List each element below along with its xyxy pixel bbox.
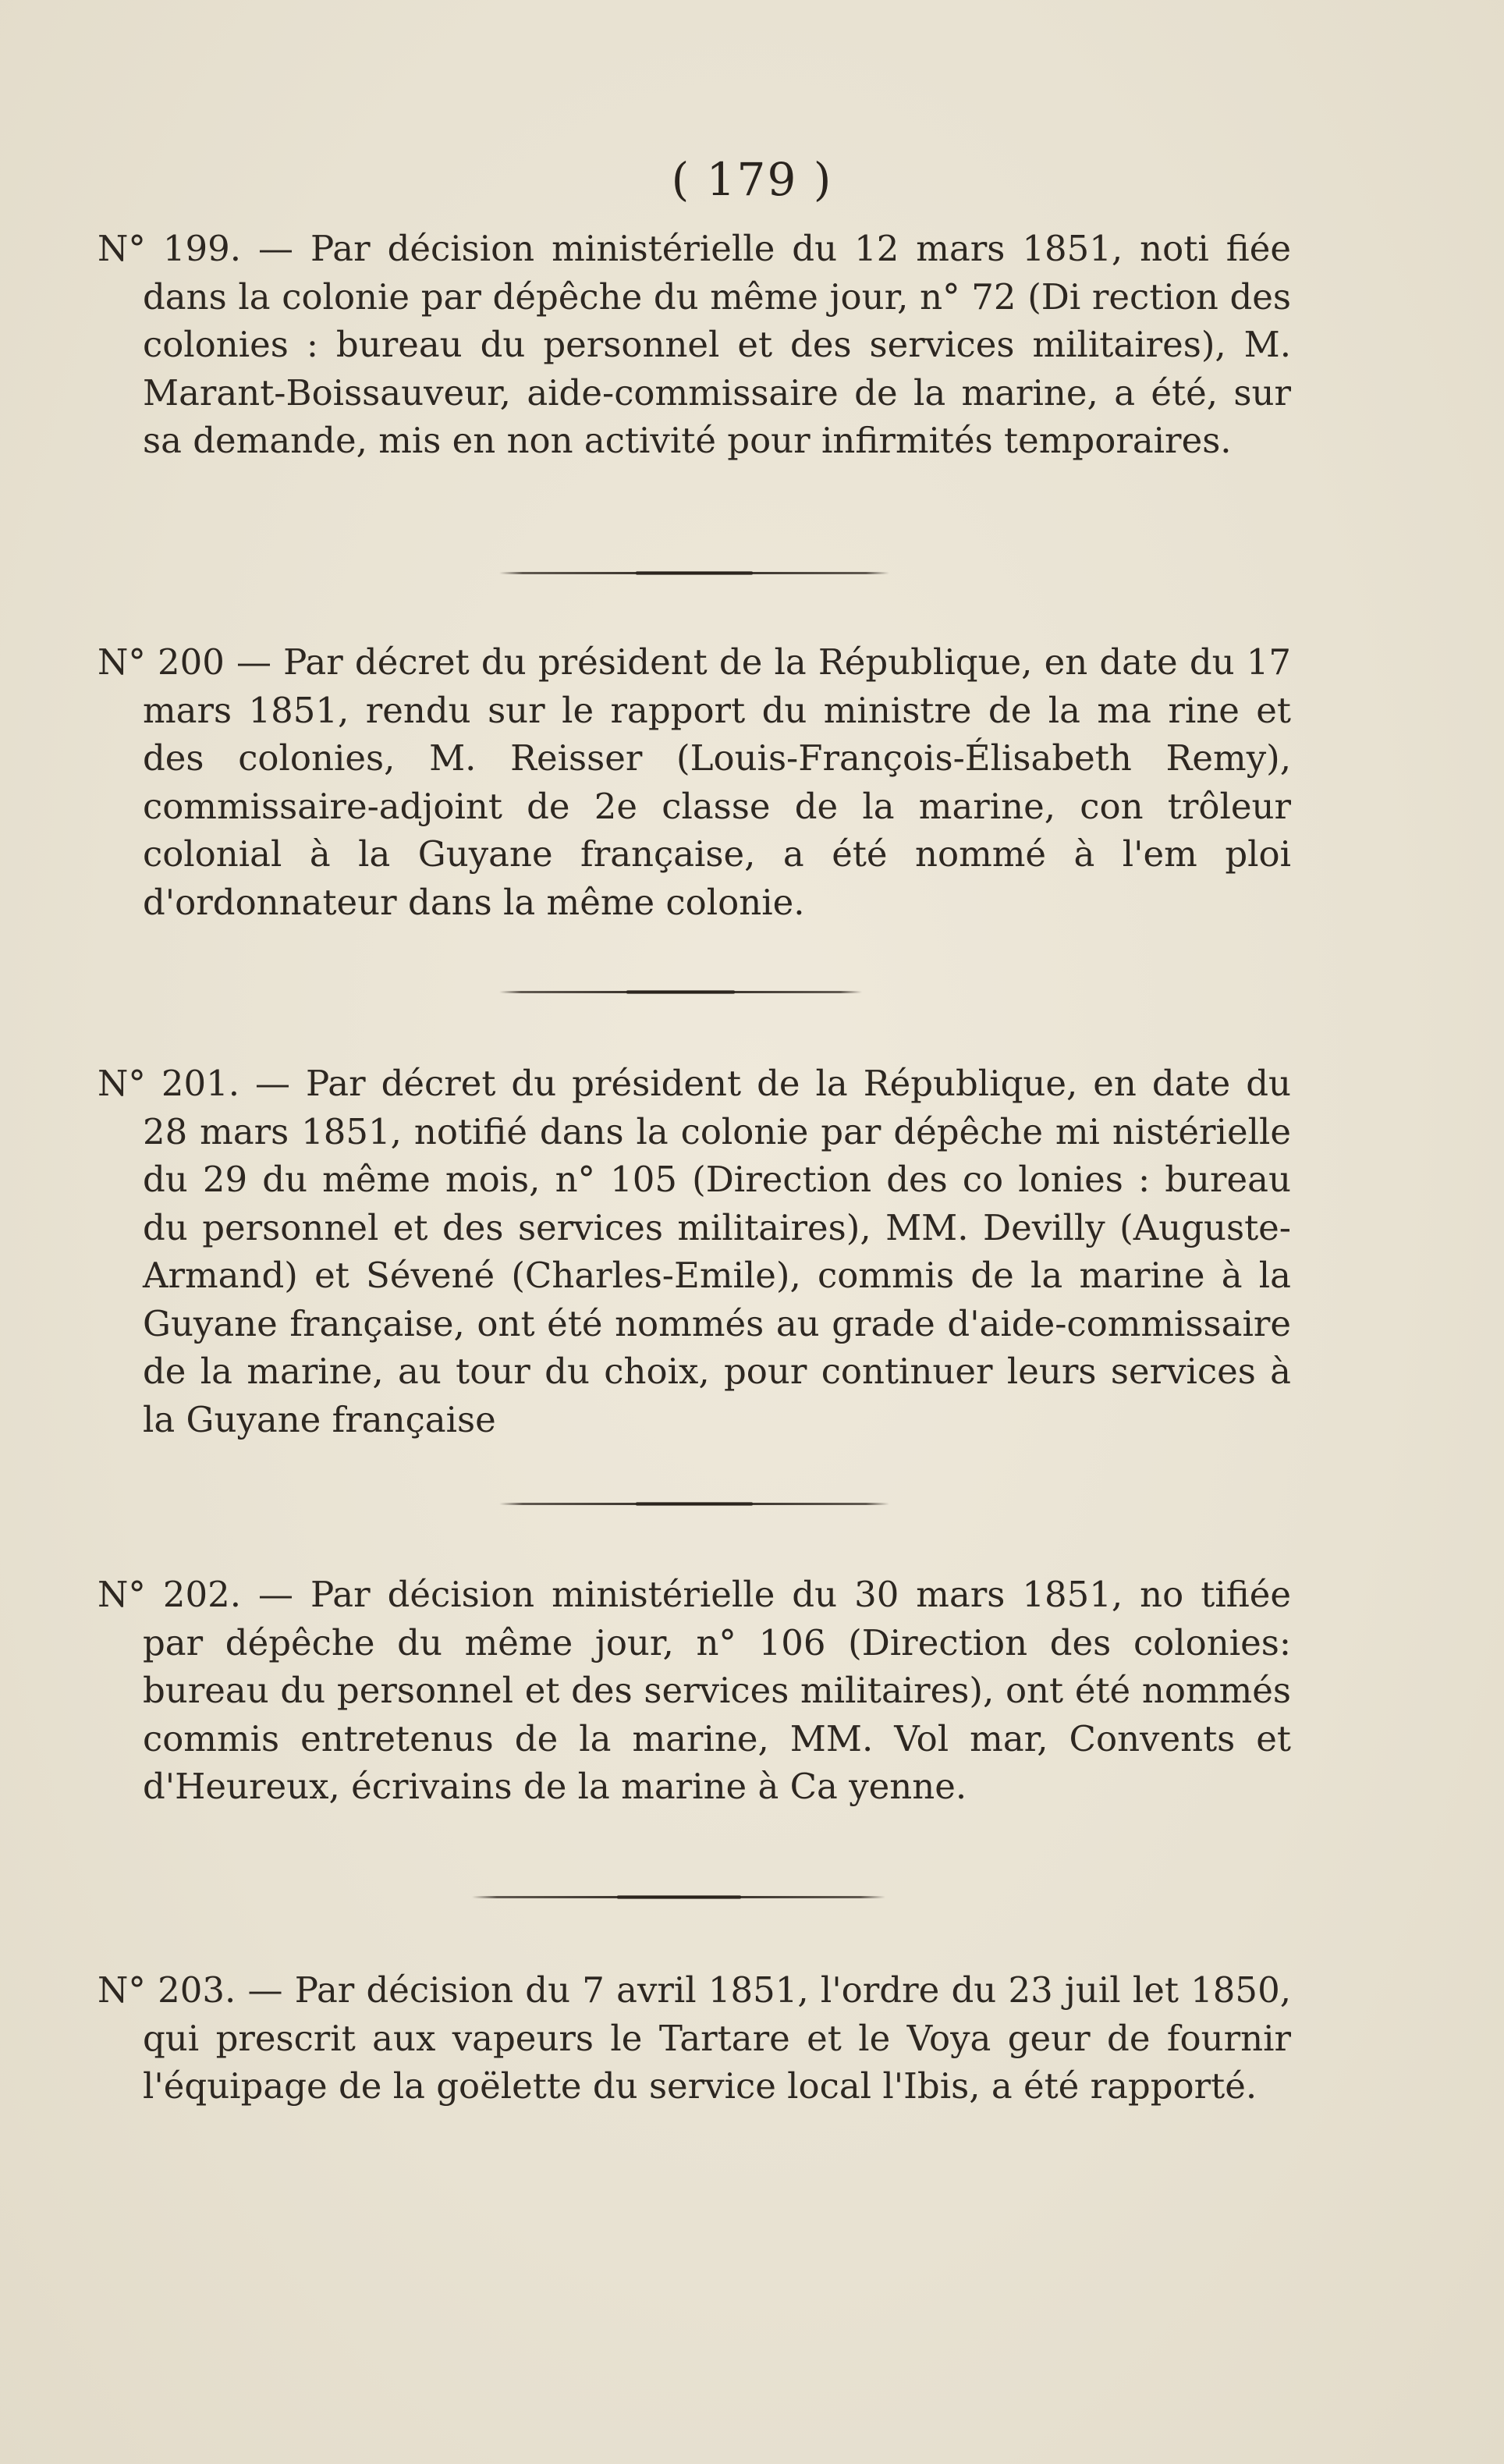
entry-line: trôleur colonial à la Guyane française, a été nommé à l'em [143, 785, 1291, 875]
entry-line: ont été nommés commis entretenus de la marine, MM. Vol [143, 1670, 1291, 1759]
entry-line: Remy), commissaire-adjoint de 2e classe de la marine, con [143, 737, 1291, 827]
entry-line: N° 200 — Par décret du président de la République, en date [98, 641, 1190, 683]
entry-line: nistérielle du 29 du même mois, n° 105 (Direction des co [143, 1110, 1291, 1200]
entry-line: tifiée par dépêche du même jour, n° 106 (Direction des [143, 1574, 1292, 1663]
entry-line: au grade d'aide-commissaire de la marine, au tour du choix, [143, 1302, 1291, 1392]
separator-rule [472, 1896, 885, 1898]
entry-line: commis de la marine à la Guyane française, ont été nommés [143, 1255, 1291, 1344]
entry-line: pour continuer leurs services à la Guyane française [143, 1351, 1291, 1440]
entry-203 [98, 1966, 1291, 2111]
entry-line: fiée dans la colonie par dépêche du même jour, n° 72 (Di [143, 228, 1291, 318]
entry-line: lonies : bureau du personnel et des services militaires), MM. [143, 1159, 1291, 1248]
entry-line: du 28 mars 1851, notifié dans la colonie par dépêche mi [143, 1063, 1291, 1152]
entry-line: yenne. [849, 1766, 967, 1807]
entry-line: Devilly (Auguste-Armand) et Sévené (Charles-Emile), [143, 1206, 1292, 1296]
entry-200-text [98, 638, 1291, 926]
entry-202-text [98, 1571, 1291, 1811]
entry-201-text [98, 1060, 1291, 1443]
entry-203-text [98, 1966, 1291, 2111]
entry-line: let 1850, qui prescrit aux vapeurs le Tartare et le Voya [143, 1969, 1291, 2059]
entry-line: ploi d'ordonnateur dans la même colonie. [143, 833, 1292, 923]
page-number: ( 179 ) [671, 153, 833, 206]
entry-199 [98, 225, 1291, 465]
separator-rule [499, 991, 862, 993]
entry-line: geur de fournir l'équipage de la goëlette du service local [143, 2017, 1291, 2107]
entry-line: du 17 mars 1851, rendu sur le rapport du ministre de la ma [143, 641, 1291, 731]
entry-line: N° 203. — Par décision du 7 avril 1851, l'ordre du 23 juil [98, 1969, 1121, 2011]
entry-line: N° 199. — Par décision ministérielle du 12 mars 1851, noti [98, 228, 1209, 269]
entry-line: rine et des colonies, M. Reisser (Louis-François-Élisabeth [143, 689, 1291, 779]
entry-line: colonies: bureau du personnel et des services militaires), [143, 1621, 1291, 1711]
separator-rule [499, 1503, 889, 1505]
entry-line: N° 202. — Par décision ministérielle du 30 mars 1851, no [98, 1574, 1184, 1615]
entry-line: infirmités temporaires. [821, 420, 1232, 461]
entry-line: militaires), M. Marant-Boissauveur, aide-commissaire de [143, 324, 1292, 414]
entry-line: N° 201. — Par décret du président de la République, en date [98, 1063, 1247, 1104]
separator-rule [499, 572, 889, 574]
entry-202 [98, 1571, 1291, 1811]
entry-line: l'Ibis, a été rapporté. [882, 2065, 1257, 2107]
entry-line: mar, Convents et d'Heureux, écrivains de la marine à Ca [143, 1717, 1291, 1807]
entry-line: la marine, a été, sur sa demande, mis en non activité pour [143, 371, 1291, 461]
entry-line: rection des colonies : bureau du personnel et des services [143, 275, 1291, 365]
entry-201 [98, 1060, 1291, 1443]
entry-199-text [98, 225, 1291, 465]
entry-200 [98, 638, 1291, 926]
